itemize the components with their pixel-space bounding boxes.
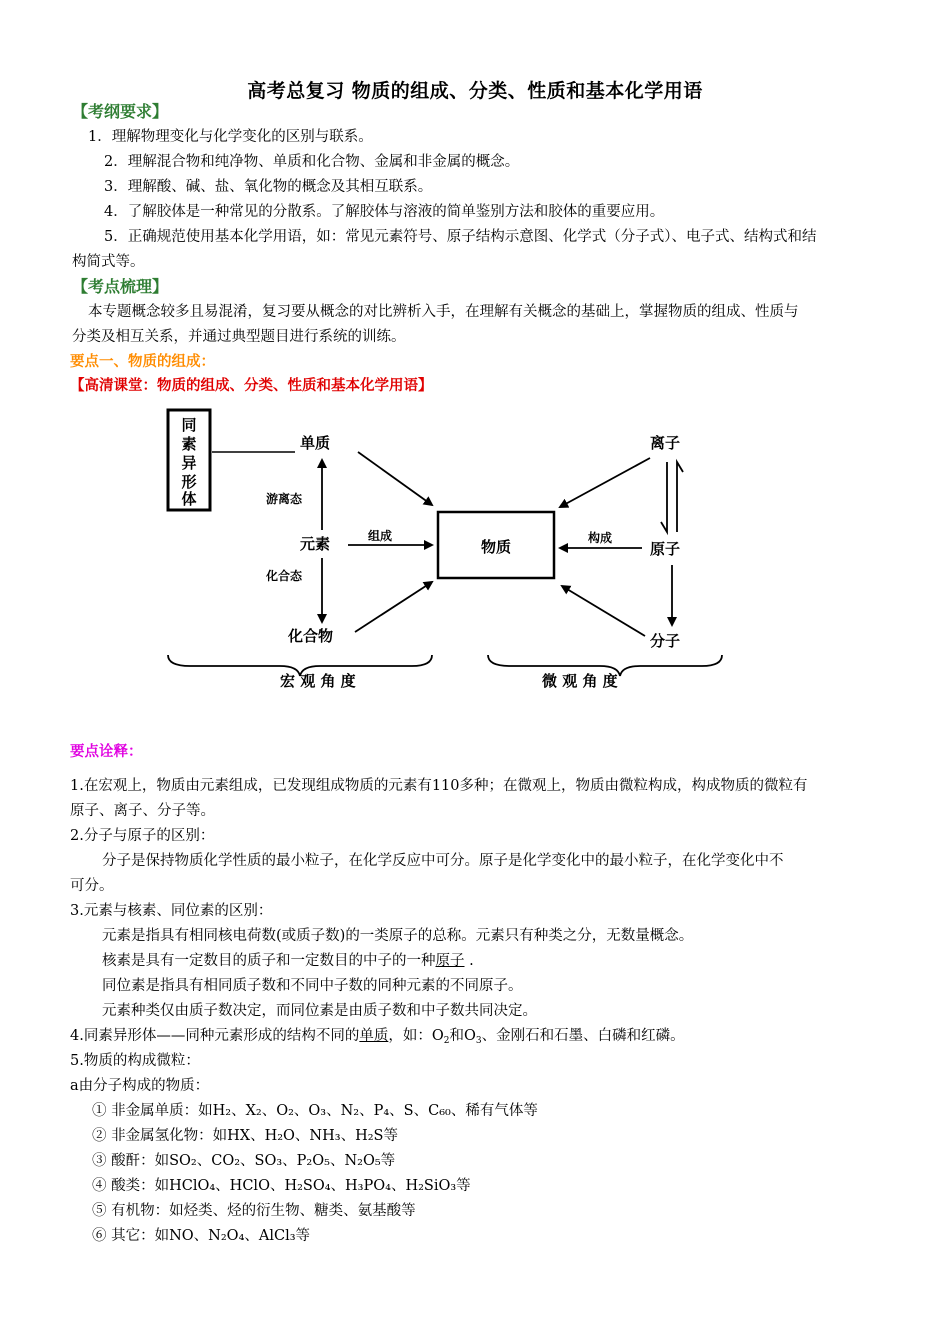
note-2-line-2: 可分。: [70, 878, 114, 894]
requirement-item-continuation: 构简式等。: [72, 254, 145, 270]
note-3-nuclide-end: .: [464, 953, 474, 969]
note-3-determine: 元素种类仅由质子数决定，而同位素是由质子数和中子数共同决定。: [102, 1003, 537, 1019]
label-simple-substance: 单质: [300, 434, 331, 452]
label-compound: 化合物: [288, 627, 334, 645]
label-atom: 原子: [650, 540, 681, 558]
composition-diagram: [150, 400, 750, 700]
note-3-heading: 3.元素与核素、同位素的区别：: [70, 903, 273, 919]
note-1-line-2: 原子、离子、分子等。: [70, 803, 215, 819]
list-item: ⑥ 其它：如NO、N₂O₄、AlCl₃等: [92, 1228, 311, 1244]
label-compose: 组成: [368, 529, 393, 543]
intro-paragraph-continuation: 分类及相互关系，并通过典型题目进行系统的训练。: [72, 329, 406, 345]
label-matter: 物质: [480, 538, 512, 556]
note-4-end: 、金刚石和石墨、白磷和红磷。: [481, 1028, 685, 1044]
note-3-nuclide-text: 核素是具有一定数目的质子和一定数目的中子的一种: [102, 953, 436, 969]
allotrope-char: 素: [181, 435, 197, 453]
arrow-compound-to-matter: [355, 582, 432, 632]
label-construct: 构成: [588, 531, 613, 545]
arrow-molecule-to-matter: [562, 586, 645, 636]
list-item: ④ 酸类：如HClO₄、HClO、H₂SO₄、H₃PO₄、H₂SiO₃等: [92, 1178, 471, 1194]
note-4-and: 和O: [449, 1028, 476, 1044]
note-4-text: 4.同素异形体——同种元素形成的结构不同的: [70, 1028, 360, 1044]
label-element: 元素: [300, 535, 331, 553]
simple-substance-underlined: 单质: [359, 1028, 389, 1044]
section-heading-requirements: 【考纲要求】: [72, 102, 169, 121]
section-heading-review: 【考点梳理】: [72, 277, 169, 296]
arrow-simple-to-matter: [358, 452, 432, 505]
arrow-atom-to-ion: [677, 462, 683, 532]
note-3-nuclide: [102, 951, 474, 971]
requirement-item: 2．理解混合物和纯净物、单质和化合物、金属和非金属的概念。: [104, 154, 520, 170]
label-ion: 离子: [650, 434, 681, 452]
requirement-item: 3．理解酸、碱、盐、氧化物的概念及其相互联系。: [104, 179, 433, 195]
page-title: 高考总复习 物质的组成、分类、性质和基本化学用语: [247, 80, 703, 102]
list-item: ③ 酸酐：如SO₂、CO₂、SO₃、P₂O₅、N₂O₅等: [92, 1153, 396, 1169]
note-3-element: 元素是指具有相同核电荷数(或质子数)的一类原子的总称。元素只有种类之分，无数量概念。: [102, 928, 694, 944]
note-2-line-1: 分子是保持物质化学性质的最小粒子，在化学反应中可分。原子是化学变化中的最小粒子，在化学变化中不: [102, 853, 784, 869]
hd-class-heading: 【高清课堂：物质的组成、分类、性质和基本化学用语】: [70, 378, 433, 394]
nuclide-atom-underlined: 原子: [435, 953, 465, 969]
subscript: 3: [475, 1036, 482, 1046]
arrow-ion-to-matter: [560, 458, 650, 507]
note-2-heading: 2.分子与原子的区别：: [70, 828, 215, 844]
label-free-state: 游离态: [266, 492, 303, 506]
notes-heading: 要点诠释：: [70, 744, 143, 760]
arrow-ion-to-atom: [661, 462, 667, 532]
label-molecule: 分子: [650, 632, 681, 650]
allotrope-char: 形: [181, 473, 197, 491]
note-4-mid: ，如：O: [388, 1028, 444, 1044]
requirement-item: 1．理解物理变化与化学变化的区别与联系。: [88, 129, 373, 145]
note-4-allotrope: [70, 1026, 685, 1046]
note-1-line-1: 1.在宏观上，物质由元素组成，已发现组成物质的元素有110多种；在微观上，物质由微粒构成，构成物质的微粒有: [70, 778, 808, 794]
point-heading: 要点一、物质的组成：: [70, 354, 215, 370]
intro-paragraph: 本专题概念较多且易混淆，复习要从概念的对比辨析入手，在理解有关概念的基础上，掌握物质的组成、性质与: [88, 304, 799, 320]
note-5-heading: 5.物质的构成微粒：: [70, 1053, 200, 1069]
allotrope-char: 异: [181, 454, 197, 472]
note-3-isotope: 同位素是指具有相同质子数和不同中子数的同种元素的不同原子。: [102, 978, 523, 994]
requirement-item: 4．了解胶体是一种常见的分散系。了解胶体与溶液的简单鉴别方法和胶体的重要应用。: [104, 204, 665, 220]
allotrope-char: 同: [181, 416, 197, 434]
label-combined-state: 化合态: [266, 569, 303, 583]
list-item: ② 非金属氢化物：如HX、H₂O、NH₃、H₂S等: [92, 1128, 398, 1144]
subscript: 2: [443, 1036, 450, 1046]
list-item: ⑤ 有机物：如烃类、烃的衍生物、糖类、氨基酸等: [92, 1203, 416, 1219]
label-macro-view: 宏 观 角 度: [280, 672, 356, 690]
note-5a-heading: a由分子构成的物质：: [70, 1078, 210, 1094]
allotrope-char: 体: [181, 490, 197, 508]
requirement-item: 5．正确规范使用基本化学用语，如：常见元素符号、原子结构示意图、化学式（分子式）、电子式、结构式和结: [104, 229, 817, 245]
list-item: ① 非金属单质：如H₂、X₂、O₂、O₃、N₂、P₄、S、C₆₀、稀有气体等: [92, 1103, 538, 1119]
label-micro-view: 微 观 角 度: [542, 672, 618, 690]
